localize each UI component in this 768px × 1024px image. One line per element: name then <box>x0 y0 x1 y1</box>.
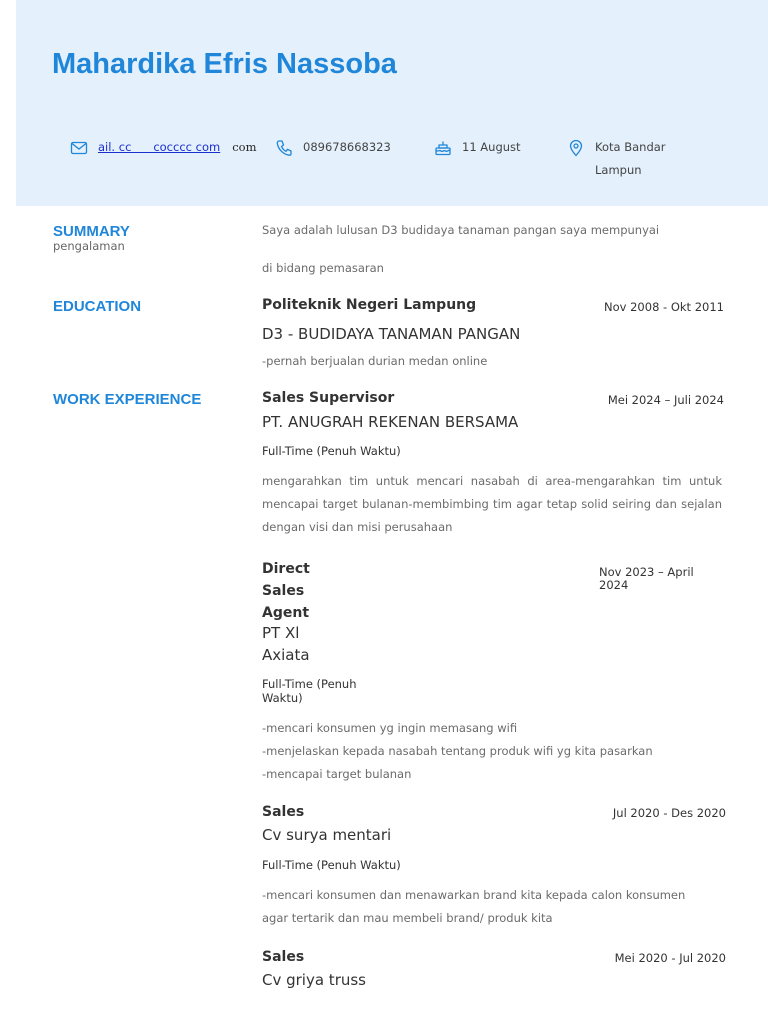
job-type: Full-Time (Penuh Waktu) <box>262 444 401 458</box>
job-dates: Mei 2024 – Juli 2024 <box>607 393 724 407</box>
job-company: Cv griya truss <box>262 971 366 989</box>
job-description-line: -mencari konsumen dan menawarkan brand kita kepada calon konsumen <box>262 888 686 902</box>
education-institution: Politeknik Negeri Lampung <box>262 297 477 313</box>
work-heading: WORK EXPERIENCE <box>53 391 202 408</box>
contact-email <box>70 139 256 159</box>
job-dates-line: Nov 2023 – April <box>599 565 694 579</box>
job-type <box>262 677 357 705</box>
contact-birthday <box>434 139 521 159</box>
summary-subtitle: pengalaman <box>53 239 125 253</box>
job-company <box>262 622 310 666</box>
job-role <box>262 558 310 624</box>
email-link[interactable]: ail. cc cocccc com <box>98 140 221 154</box>
map-pin-icon <box>567 139 585 157</box>
birthday-text: 11 August <box>462 140 521 154</box>
job-dates <box>599 566 694 592</box>
job-company: Cv surya mentari <box>262 826 392 844</box>
job-dates-line: 2024 <box>599 578 629 592</box>
education-degree: D3 - BUDIDAYA TANAMAN PANGAN <box>262 325 521 343</box>
job-dates: Jul 2020 - Des 2020 <box>612 806 726 820</box>
job-description <box>262 717 653 786</box>
job-role-line: Agent <box>262 605 310 621</box>
job-role-line: Direct <box>262 561 310 577</box>
job-role: Sales <box>262 949 305 965</box>
summary-heading: SUMMARY <box>53 223 130 240</box>
phone-icon <box>275 139 293 157</box>
job-role: Sales Supervisor <box>262 390 395 406</box>
contact-location <box>567 139 666 182</box>
job-type-line: Waktu) <box>262 691 303 705</box>
job-dates: Mei 2020 - Jul 2020 <box>614 951 726 965</box>
location-line-1: Kota Bandar <box>595 140 666 154</box>
job-description: mengarahkan tim untuk mencari nasabah di area-mengarahkan tim untuk mencapai target bulanan-membimbing tim agar tetap solid seiring dan sejalan dengan visi dan misi perusahaan <box>262 474 722 534</box>
job-type: Full-Time (Penuh Waktu) <box>262 858 401 872</box>
summary-line-2: di bidang pemasaran <box>262 261 384 275</box>
job-company-line: Axiata <box>262 646 310 664</box>
education-heading: EDUCATION <box>53 298 142 315</box>
candidate-name: Mahardika Efris Nassoba <box>52 48 397 80</box>
job-role: Sales <box>262 804 305 820</box>
job-description <box>262 884 685 930</box>
location-line-2: Lampun <box>595 163 642 177</box>
education-note: -pernah berjualan durian medan online <box>262 354 488 368</box>
mail-icon <box>70 139 88 157</box>
job-description-line: agar tertarik dan mau membeli brand/ produk kita <box>262 911 553 925</box>
job-company: PT. ANUGRAH REKENAN BERSAMA <box>262 413 519 431</box>
job-description-line: -menjelaskan kepada nasabah tentang produk wifi yg kita pasarkan <box>262 744 653 758</box>
job-type-line: Full-Time (Penuh <box>262 677 357 691</box>
job-role-line: Sales <box>262 583 305 599</box>
education-dates: Nov 2008 - Okt 2011 <box>604 300 724 314</box>
job-description-line: -mencapai target bulanan <box>262 767 412 781</box>
phone-number: 089678668323 <box>303 140 391 154</box>
email-tail-text: com <box>232 140 257 154</box>
job-company-line: PT Xl <box>262 624 300 642</box>
summary-line-1: Saya adalah lulusan D3 budidaya tanaman pangan saya mempunyai <box>262 223 660 237</box>
cake-icon <box>434 139 452 157</box>
contact-phone <box>275 139 391 159</box>
job-description-line: -mencari konsumen yg ingin memasang wifi <box>262 721 518 735</box>
